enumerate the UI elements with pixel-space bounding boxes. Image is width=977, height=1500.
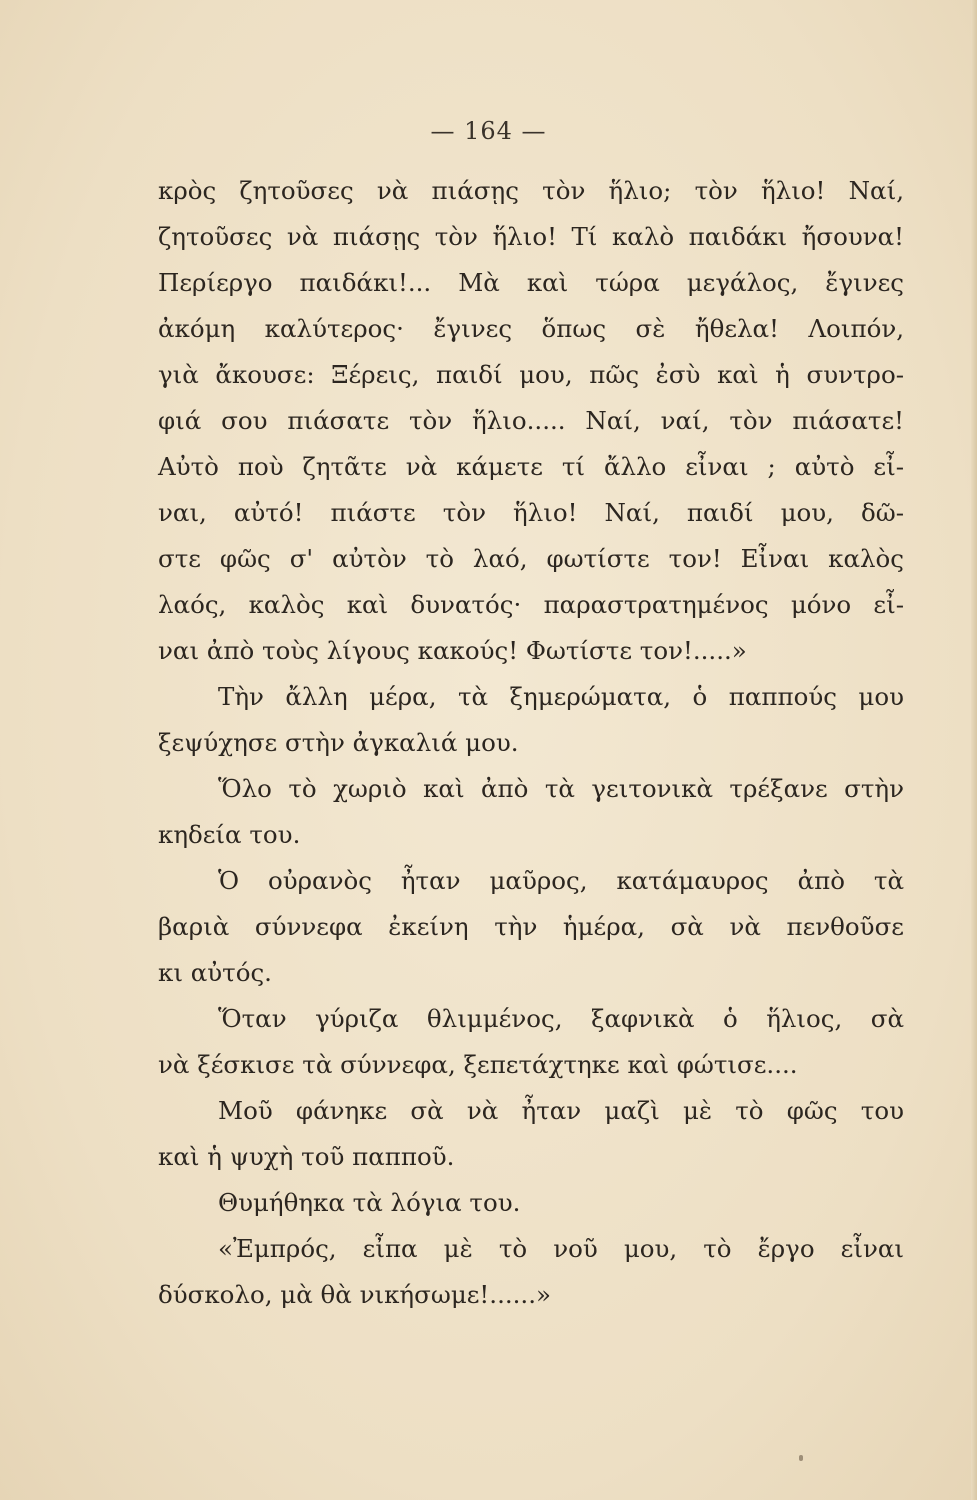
page-number: — 164 — bbox=[430, 117, 547, 145]
text-line: φιά σου πιάσατε τὸν ἥλιο..... Ναί, ναί, τὸν πιάσατε! bbox=[158, 406, 904, 435]
text-line: ξεψύχησε στὴν ἀγκαλιά μου. bbox=[158, 728, 519, 757]
text-line: Θυμήθηκα τὰ λόγια του. bbox=[218, 1188, 521, 1217]
text-line: ναι ἀπὸ τοὺς λίγους κακούς! Φωτίστε τον!.....» bbox=[158, 636, 747, 665]
text-line: ἀκόμη καλύτερος· ἔγινες ὅπως σὲ ἤθελα! Λοιπόν, bbox=[158, 314, 904, 343]
text-line: Ὅταν γύριζα θλιμμένος, ξαφνικὰ ὁ ἥλιος, σὰ bbox=[218, 1004, 904, 1033]
ink-speck bbox=[799, 1455, 803, 1461]
text-line: ζητοῦσες νὰ πιάσῃς τὸν ἥλιο! Τί καλὸ παιδάκι ἤσουνα! bbox=[158, 222, 904, 251]
text-line: Ὁ οὐρανὸς ἦταν μαῦρος, κατάμαυρος ἀπὸ τὰ bbox=[218, 866, 904, 895]
text-line: Τὴν ἄλλη μέρα, τὰ ξημερώματα, ὁ παππούς μου bbox=[218, 682, 904, 711]
text-line: Μοῦ φάνηκε σὰ νὰ ἦταν μαζὶ μὲ τὸ φῶς του bbox=[218, 1096, 904, 1125]
text-line: στε φῶς σ' αὐτὸν τὸ λαό, φωτίστε τον! Εἶναι καλὸς bbox=[158, 544, 904, 573]
text-line: κρὸς ζητοῦσες νὰ πιάσῃς τὸν ἥλιο; τὸν ἥλιο! Ναί, bbox=[158, 176, 904, 205]
text-line: βαριὰ σύννεφα ἐκείνη τὴν ἡμέρα, σὰ νὰ πενθοῦσε bbox=[158, 912, 904, 941]
text-line: κηδεία του. bbox=[158, 820, 301, 849]
text-line: νὰ ξέσκισε τὰ σύννεφα, ξεπετάχτηκε καὶ φώτισε.... bbox=[158, 1050, 798, 1079]
text-line: Περίεργο παιδάκι!... Μὰ καὶ τώρα μεγάλος, ἔγινες bbox=[158, 268, 904, 297]
text-line: λαός, καλὸς καὶ δυνατός· παραστρατημένος μόνο εἶ- bbox=[158, 590, 904, 619]
body-text bbox=[158, 168, 904, 1318]
page-edge bbox=[971, 0, 977, 1500]
text-line: δύσκολο, μὰ θὰ νικήσωμε!......» bbox=[158, 1280, 551, 1309]
text-line: Ὅλο τὸ χωριὸ καὶ ἀπὸ τὰ γειτονικὰ τρέξανε στὴν bbox=[218, 774, 904, 803]
text-line: Αὐτὸ ποὺ ζητᾶτε νὰ κάμετε τί ἄλλο εἶναι ; αὐτὸ εἶ- bbox=[158, 452, 904, 481]
text-line: κι αὐτός. bbox=[158, 958, 272, 987]
text-line: «Ἐμπρός, εἶπα μὲ τὸ νοῦ μου, τὸ ἔργο εἶναι bbox=[218, 1234, 904, 1263]
text-line: καὶ ἡ ψυχὴ τοῦ παπποῦ. bbox=[158, 1142, 455, 1171]
text-line: ναι, αὐτό! πιάστε τὸν ἥλιο! Ναί, παιδί μου, δῶ- bbox=[158, 498, 904, 527]
text-line: γιὰ ἄκουσε: Ξέρεις, παιδί μου, πῶς ἐσὺ καὶ ἡ συντρο- bbox=[158, 360, 904, 389]
